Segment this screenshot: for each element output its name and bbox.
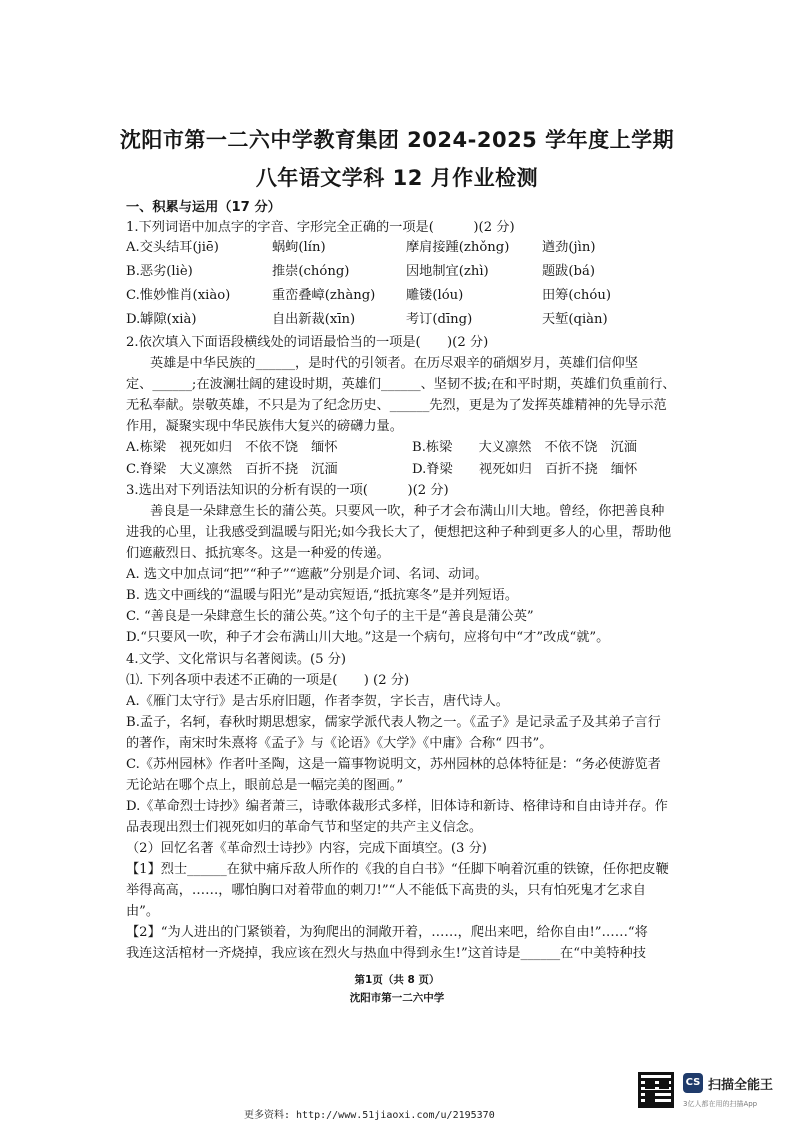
q2-option-d: D.脊梁 视死如归 百折不挠 缅怀 — [412, 462, 638, 477]
q4-sub2-stem: （2）回忆名著《革命烈士诗抄》内容，完成下面填空。(3 分) — [126, 841, 487, 856]
qr-code-icon — [638, 1072, 674, 1108]
q3-option-a: A. 选文中加点词“把”“种子”“遮蔽”分别是介词、名词、动词。 — [126, 567, 488, 582]
exam-title: 沈阳市第一二六中学教育集团 2024-2025 学年度上学期 — [119, 128, 675, 152]
exam-subtitle: 八年语文学科 12 月作业检测 — [255, 166, 539, 190]
q3-option-b: B. 选文中画线的“温暖与阳光”是动宾短语,“抵抗寒冬”是并列短语。 — [126, 588, 519, 603]
q2-passage-line: 英雄是中华民族的______，是时代的引领者。在历尽艰辛的硝烟岁月，英雄们信仰坚 — [150, 356, 638, 371]
q1-option: C.惟妙惟肖(xiào) — [126, 288, 231, 303]
q2-passage-line: 无私奉献。崇敬英雄，不只是为了纪念历史、______先烈，更是为了发挥英雄精神的先导示范 — [126, 398, 667, 413]
q2-option-a: A.栋梁 视死如归 不依不饶 缅怀 — [126, 440, 338, 455]
q1-option: 自出新裁(xīn) — [272, 312, 356, 327]
q1-option: 题跋(bá) — [542, 264, 595, 279]
q1-option: 考订(dīng) — [406, 312, 473, 327]
q4-sub1-option: A.《雁门太守行》是古乐府旧题，作者李贺，字长吉，唐代诗人。 — [126, 694, 509, 709]
q4-sub1-option: 品表现出烈士们视死如归的革命气节和坚定的共产主义信念。 — [126, 820, 483, 835]
q1-option: 推崇(chóng) — [272, 264, 350, 279]
q4-sub2-line: 举得高高，……，哪怕胸口对着带血的刺刀!”“人不能低下高贵的头，只有怕死鬼才乞求自 — [126, 883, 646, 898]
scanner-app-name: 扫描全能王 — [708, 1078, 774, 1093]
q4-sub1-option: 的著作，南宋时朱熹将《孟子》与《论语》《大学》《中庸》合称“ 四书”。 — [126, 736, 553, 751]
q2-option-b: B.栋梁 大义凛然 不依不饶 沉湎 — [412, 440, 637, 455]
q3-passage-line: 善良是一朵肆意生长的蒲公英。只要风一吹，种子才会布满山川大地。曾经，你把善良种 — [150, 504, 665, 519]
q1-option: 蜗蚼(lín) — [272, 240, 326, 255]
scanner-tagline: 3亿人都在用的扫描App — [683, 1100, 758, 1108]
q1-option: 因地制宜(zhì) — [406, 264, 489, 279]
q3-stem: 3.选出对下列语法知识的分析有误的一项( )(2 分) — [126, 483, 449, 498]
q2-passage-line: 作用，凝聚实现中华民族伟大复兴的磅礴力量。 — [126, 419, 403, 434]
q4-sub2-line: 我连这活棺材一齐烧掉，我应该在烈火与热血中得到永生!”这首诗是______在“中美特种技 — [126, 946, 646, 961]
q3-passage-line: 们遮蔽烈日、抵抗寒冬。这是一种爱的传递。 — [126, 546, 390, 561]
q4-sub2-line: 【1】烈士______在狱中痛斥敌人所作的《我的自白书》“任脚下响着沉重的铁镣，任你把皮鞭 — [126, 862, 669, 877]
q1-option: 摩肩接踵(zhǒng) — [406, 240, 510, 255]
q1-option: 天堑(qiàn) — [542, 312, 608, 327]
q1-stem: 1.下列词语中加点字的字音、字形完全正确的一项是( )(2 分) — [126, 220, 515, 235]
q3-passage-line: 进我的心里，让我感受到温暖与阳光;如今我长大了，便想把这种子种到更多人的心里，帮助他 — [126, 525, 672, 540]
q1-option: A.交头结耳(jiē) — [126, 240, 219, 255]
q4-sub1-option: 无论站在哪个点上，眼前总是一幅完美的图画。” — [126, 778, 404, 793]
q1-option: 雕镂(lóu) — [406, 288, 464, 303]
q1-option: 遒劲(jìn) — [542, 240, 596, 255]
q4-sub2-line: 由”。 — [126, 904, 160, 919]
q4-sub1-stem: ⑴. 下列各项中表述不正确的一项是( ) (2 分) — [126, 673, 410, 688]
q4-sub2-line: 【2】“为人进出的门紧锁着，为狗爬出的洞敞开着，……，爬出来吧，给你自由!”……“将 — [126, 925, 648, 940]
q2-stem: 2.依次填入下面语段横线处的词语最恰当的一项是( )(2 分) — [126, 335, 489, 350]
q1-option: 重峦叠嶂(zhàng) — [272, 288, 376, 303]
q3-option-c: C. “善良是一朵肆意生长的蒲公英。”这个句子的主干是“善良是蒲公英” — [126, 609, 534, 624]
q1-option: D.罅隙(xià) — [126, 312, 197, 327]
q1-option: B.恶劣(liè) — [126, 264, 193, 279]
q2-passage-line: 定、______;在波澜壮阔的建设时期，英雄们______、坚韧不拔;在和平时期，英雄们负重前行、 — [126, 377, 676, 392]
q2-option-c: C.脊梁 大义凛然 百折不挠 沉湎 — [126, 462, 338, 477]
q1-option: 田筹(chóu) — [542, 288, 611, 303]
page-number: 第1页（共 8 页） — [354, 974, 440, 986]
footer-school: 沈阳市第一二六中学 — [349, 992, 445, 1004]
camscanner-logo-icon: CS — [683, 1073, 703, 1093]
q4-sub1-option: C.《苏州园林》作者叶圣陶，这是一篇事物说明文，苏州园林的总体特征是：“务必使游览者 — [126, 757, 661, 772]
q4-stem: 4.文学、文化常识与名著阅读。(5 分) — [126, 652, 347, 667]
source-link[interactable]: 更多资料: http://www.51jiaoxi.com/u/2195370 — [244, 1110, 495, 1121]
q4-sub1-option: B.孟子，名轲，春秋时期思想家，儒家学派代表人物之一。《孟子》是记录孟子及其弟子言行 — [126, 715, 661, 730]
q3-option-d: D.“只要风一吹，种子才会布满山川大地。”这是一个病句，应将句中“才”改成“就”。 — [126, 630, 610, 645]
section-heading: 一、积累与运用（17 分） — [126, 200, 281, 215]
q4-sub1-option: D.《革命烈士诗抄》编者萧三，诗歌体裁形式多样，旧体诗和新诗、格律诗和自由诗并存。作 — [126, 799, 668, 814]
